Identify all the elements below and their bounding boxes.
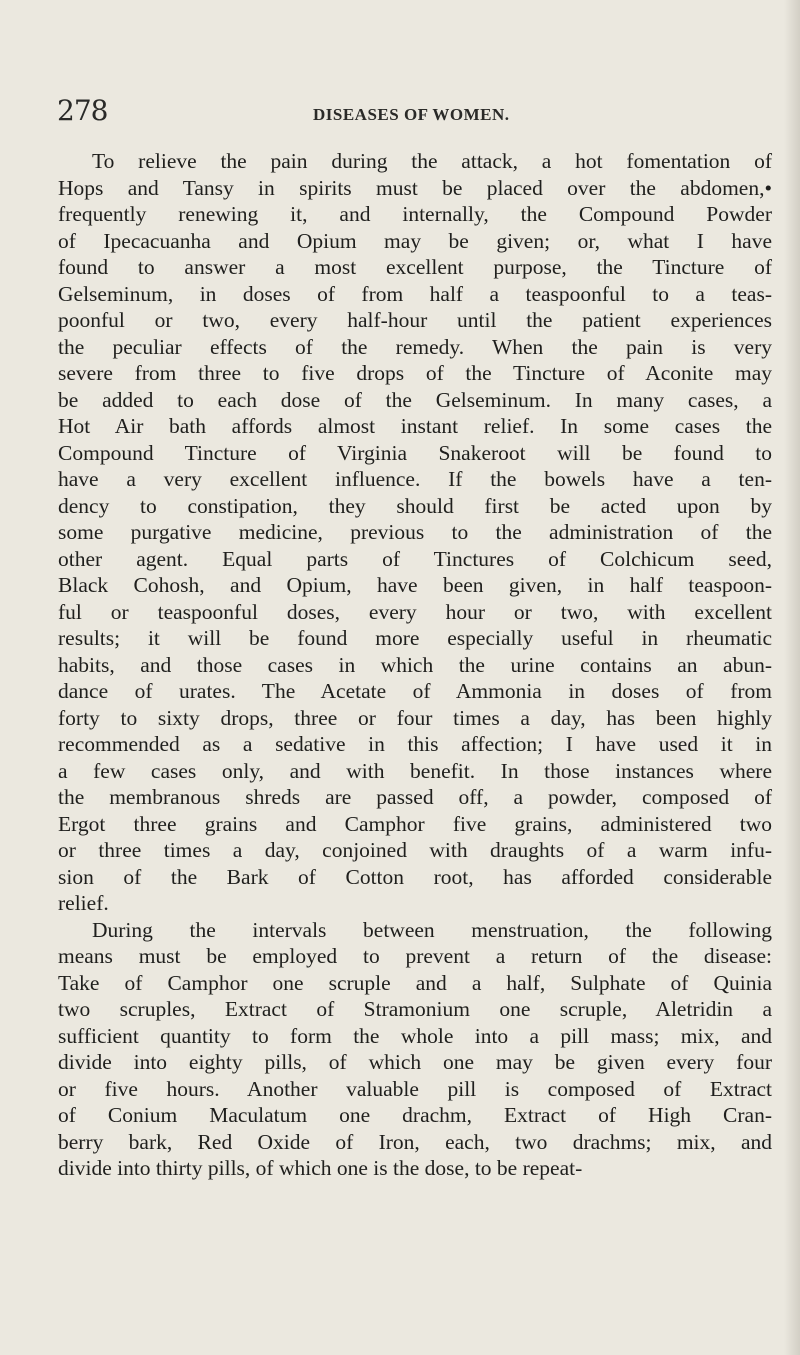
page-number: 278: [57, 94, 108, 127]
running-title: DISEASES OF WOMEN.: [313, 105, 510, 124]
text-line: a few cases only, and with benefit. In those instances where: [58, 758, 772, 783]
text-line: of Conium Maculatum one drachm, Extract of High Cran-: [58, 1103, 772, 1127]
text-line: dency to constipation, they should first be acted upon by: [58, 493, 772, 518]
body-text: [58, 148, 772, 1182]
text-line: have a very excellent influence. If the bowels have a ten-: [58, 467, 772, 491]
page-edge-shadow: [784, 0, 800, 1355]
text-line: means must be employed to prevent a return of the disease:: [58, 944, 772, 968]
text-line: habits, and those cases in which the urine contains an abun-: [58, 652, 772, 677]
text-line: frequently renewing it, and internally, the Compound Powder: [58, 202, 772, 226]
paragraph-1: [58, 148, 772, 917]
text-line: results; it will be found more especially useful in rheumatic: [58, 626, 772, 650]
text-line: severe from three to five drops of the Tincture of Aconite may: [58, 361, 772, 385]
paragraph-2: [58, 917, 772, 1182]
text-line: found to answer a most excellent purpose, the Tincture of: [58, 255, 772, 279]
text-line: of Ipecacuanha and Opium may be given; or, what I have: [58, 228, 772, 253]
text-line: berry bark, Red Oxide of Iron, each, two drachms; mix, and: [58, 1129, 772, 1154]
text-line: or five hours. Another valuable pill is composed of Extract: [58, 1076, 772, 1101]
text-line: or three times a day, conjoined with draughts of a warm infu-: [58, 838, 772, 862]
text-line: the membranous shreds are passed off, a powder, composed of: [58, 785, 772, 809]
page-header: [0, 94, 800, 134]
text-line: During the intervals between menstruation, the following: [92, 917, 772, 942]
text-line: be added to each dose of the Gelseminum. In many cases, a: [58, 387, 772, 412]
text-line: ful or teaspoonful doses, every hour or two, with excellent: [58, 599, 772, 624]
text-line: Hops and Tansy in spirits must be placed over the abdomen,•: [58, 175, 772, 200]
text-line: Take of Camphor one scruple and a half, Sulphate of Quinia: [58, 970, 772, 995]
text-line: To relieve the pain during the attack, a hot fomentation of: [92, 149, 772, 173]
text-line: poonful or two, every half-hour until the patient experiences: [58, 308, 772, 332]
text-line: divide into thirty pills, of which one is the dose, to be repeat-: [58, 1156, 583, 1180]
text-line: Compound Tincture of Virginia Snakeroot will be found to: [58, 440, 772, 465]
text-line: Black Cohosh, and Opium, have been given, in half teaspoon-: [58, 573, 772, 597]
text-line: sion of the Bark of Cotton root, has afforded considerable: [58, 864, 772, 889]
text-line: dance of urates. The Acetate of Ammonia in doses of from: [58, 679, 772, 703]
text-line: Gelseminum, in doses of from half a teaspoonful to a teas-: [58, 281, 772, 306]
text-line: some purgative medicine, previous to the administration of the: [58, 520, 772, 544]
text-line: Ergot three grains and Camphor five grains, administered two: [58, 811, 772, 836]
text-line: two scruples, Extract of Stramonium one scruple, Aletridin a: [58, 997, 772, 1021]
text-line: other agent. Equal parts of Tinctures of Colchicum seed,: [58, 546, 772, 571]
text-line: relief.: [58, 891, 109, 915]
text-line: recommended as a sedative in this affection; I have used it in: [58, 732, 772, 756]
text-line: the peculiar effects of the remedy. When the pain is very: [58, 334, 772, 359]
text-line: sufficient quantity to form the whole into a pill mass; mix, and: [58, 1023, 772, 1048]
text-line: forty to sixty drops, three or four times a day, has been highly: [58, 705, 772, 730]
text-line: divide into eighty pills, of which one may be given every four: [58, 1050, 772, 1074]
text-line: Hot Air bath affords almost instant relief. In some cases the: [58, 414, 772, 438]
